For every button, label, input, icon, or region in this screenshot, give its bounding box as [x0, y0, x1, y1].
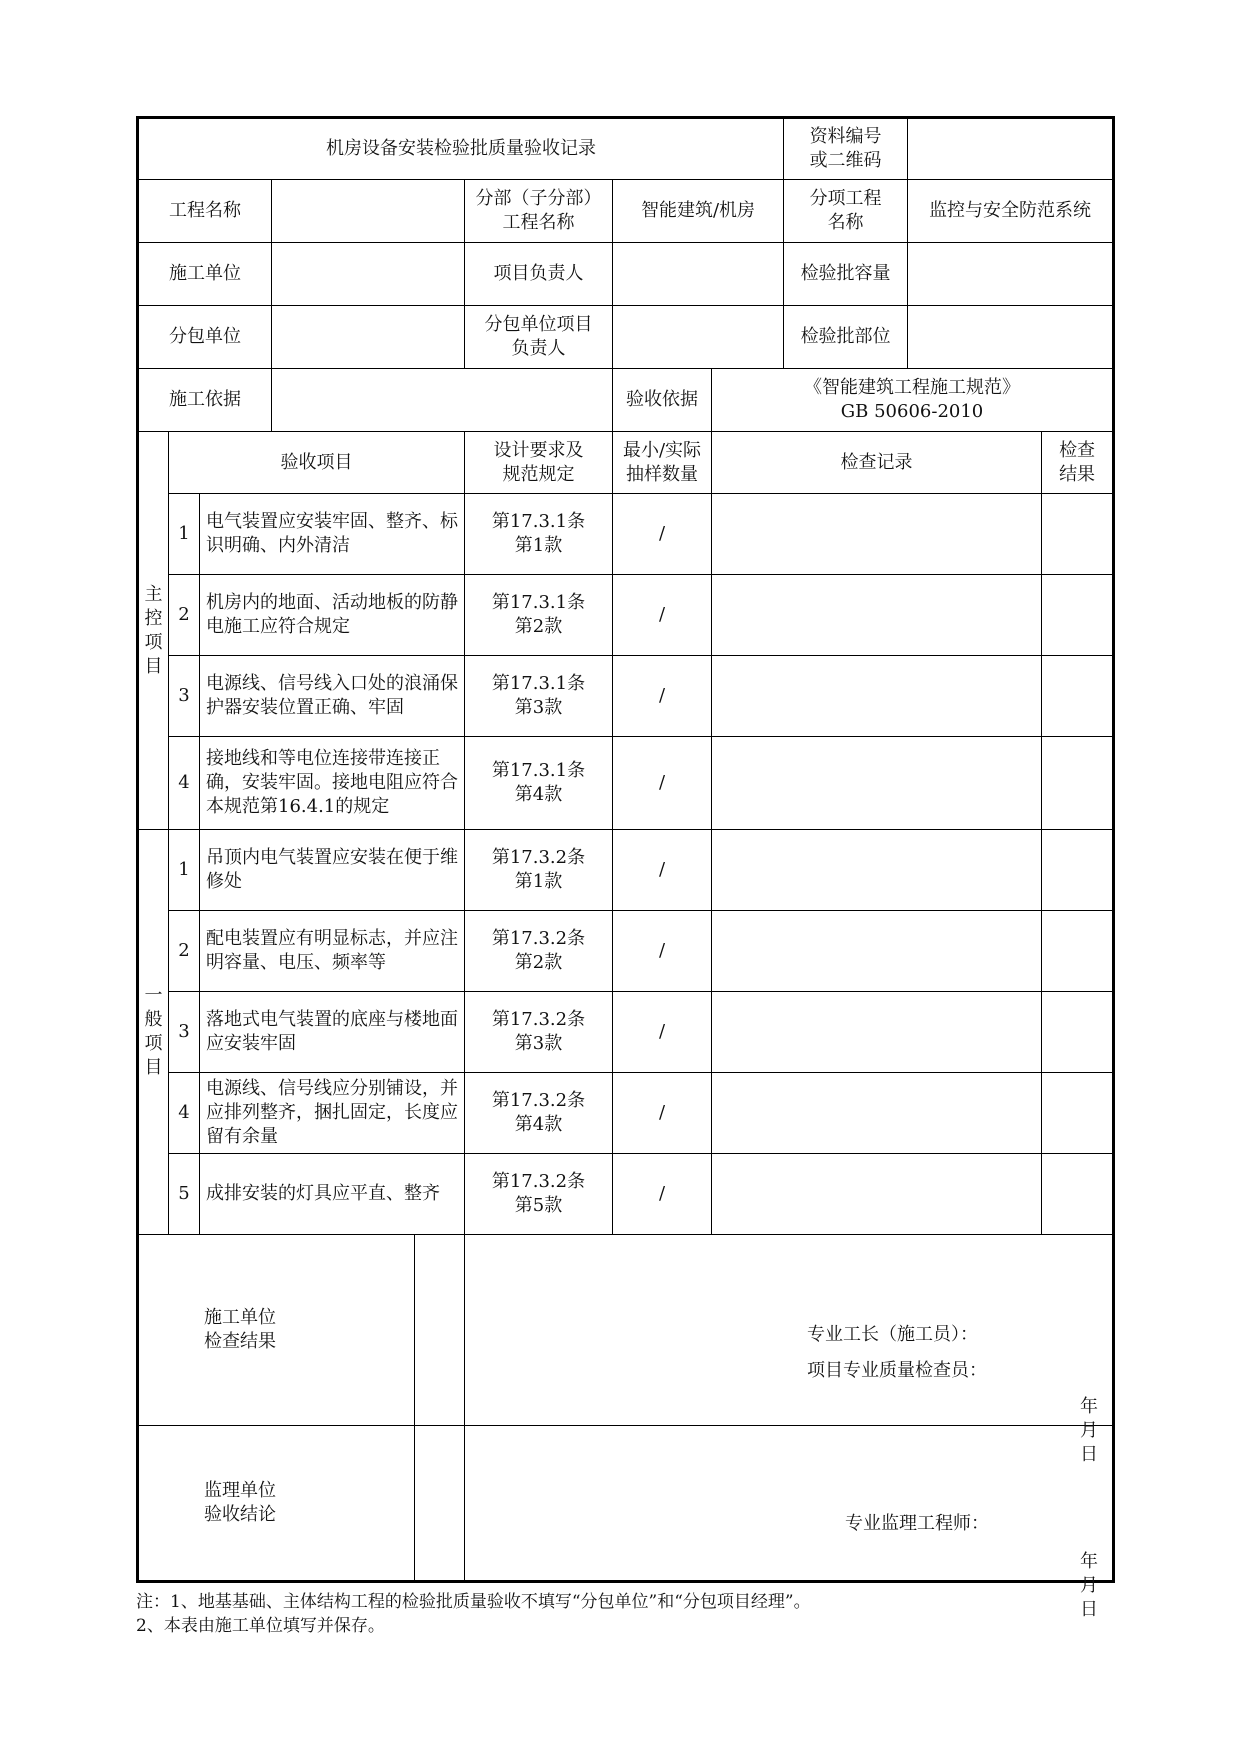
batch-capacity-label: 检验批容量: [784, 243, 908, 306]
item-clause: 第17.3.2条 第5款: [465, 1154, 613, 1235]
item-record[interactable]: [712, 656, 1042, 737]
footnotes: [136, 1590, 811, 1638]
construction-basis-field[interactable]: [272, 369, 613, 431]
item-record[interactable]: [712, 1073, 1042, 1154]
item-number: 2: [169, 575, 200, 656]
item-result[interactable]: [1042, 1073, 1114, 1154]
construction-check-row: [138, 1235, 1114, 1426]
batch-location-label: 检验批部位: [784, 306, 908, 369]
col-record-header: 检查记录: [712, 432, 1042, 494]
subdivision-value[interactable]: 智能建筑/机房: [613, 180, 784, 243]
subcontractor-field[interactable]: [272, 306, 465, 368]
item-result[interactable]: [1042, 575, 1114, 656]
item-record[interactable]: [712, 911, 1042, 992]
item-description: 电源线、信号线入口处的浪涌保护器安装位置正确、牢固: [200, 656, 465, 737]
item-description: 吊顶内电气装置应安装在便于维修处: [200, 830, 465, 911]
item-number: 1: [169, 494, 200, 575]
batch-location-field[interactable]: [908, 306, 1114, 369]
contractor-field[interactable]: [272, 243, 465, 305]
sub-item-label: 分项工程 名称: [784, 180, 908, 243]
item-sample[interactable]: /: [613, 494, 712, 575]
item-clause: 第17.3.1条 第3款: [465, 656, 613, 737]
table-row: [138, 1073, 1114, 1154]
batch-capacity-field[interactable]: [908, 243, 1114, 306]
item-result[interactable]: [1042, 830, 1114, 911]
project-name-label: 工程名称: [139, 180, 272, 242]
item-description: 电气装置应安装牢固、整齐、标识明确、内外清洁: [200, 494, 465, 575]
construction-basis-label: 施工依据: [139, 369, 272, 431]
table-row: [138, 575, 1114, 656]
item-result[interactable]: [1042, 494, 1114, 575]
item-number: 2: [169, 911, 200, 992]
contractor-label: 施工单位: [139, 243, 272, 305]
item-sample[interactable]: /: [613, 656, 712, 737]
item-clause: 第17.3.2条 第2款: [465, 911, 613, 992]
item-description: 接地线和等电位连接带连接正确，安装牢固。接地电阻应符合本规范第16.4.1的规定: [200, 737, 465, 830]
item-number: 4: [169, 1073, 200, 1154]
basis-row: [138, 369, 1114, 432]
item-record[interactable]: [712, 494, 1042, 575]
table-row: [138, 656, 1114, 737]
project-manager-label: 项目负责人: [465, 243, 613, 306]
form-title: 机房设备安装检验批质量验收记录: [138, 118, 784, 180]
supervision-label: 监理单位 验收结论: [139, 1426, 415, 1580]
foreman-signature-label: 专业工长（施工员）：: [807, 1324, 978, 1345]
item-sample[interactable]: /: [613, 911, 712, 992]
item-record[interactable]: [712, 992, 1042, 1073]
item-result[interactable]: [1042, 1154, 1114, 1235]
item-clause: 第17.3.1条 第2款: [465, 575, 613, 656]
item-number: 4: [169, 737, 200, 830]
acceptance-basis-value: 《智能建筑工程施工规范》 GB 50606-2010: [804, 377, 1021, 422]
table-row: [138, 1154, 1114, 1235]
item-sample[interactable]: /: [613, 992, 712, 1073]
item-number: 3: [169, 992, 200, 1073]
item-number: 3: [169, 656, 200, 737]
item-description: 成排安装的灯具应平直、整齐: [200, 1154, 465, 1235]
item-record[interactable]: [712, 1154, 1042, 1235]
acceptance-basis-label: 验收依据: [613, 369, 712, 432]
item-number: 5: [169, 1154, 200, 1235]
item-number: 1: [169, 830, 200, 911]
item-description: 配电装置应有明显标志，并应注明容量、电压、频率等: [200, 911, 465, 992]
construction-date-label: 年 月 日: [1080, 1396, 1117, 1465]
col-result-header: 检查 结果: [1042, 432, 1114, 494]
general-group-label-cell: [138, 830, 169, 1235]
item-sample[interactable]: /: [613, 575, 712, 656]
col-design-header: 设计要求及 规范规定: [465, 432, 613, 494]
main-group-label: 主控项目: [144, 583, 163, 677]
table-row: [138, 992, 1114, 1073]
supervising-engineer-signature-label: 专业监理工程师：: [845, 1513, 989, 1534]
col-item-header: 验收项目: [169, 432, 465, 494]
item-record[interactable]: [712, 737, 1042, 830]
item-record[interactable]: [712, 830, 1042, 911]
record-code-label: 资料编号 或二维码: [784, 118, 908, 180]
table-row: [138, 737, 1114, 830]
subdivision-label: 分部（子分部） 工程名称: [465, 180, 613, 243]
quality-inspector-signature-label: 项目专业质量检查员：: [807, 1360, 987, 1381]
item-result[interactable]: [1042, 737, 1114, 830]
item-description: 落地式电气装置的底座与楼地面应安装牢固: [200, 992, 465, 1073]
table-row: [138, 494, 1114, 575]
item-clause: 第17.3.2条 第4款: [465, 1073, 613, 1154]
item-sample[interactable]: /: [613, 1073, 712, 1154]
general-group-label: 一般项目: [144, 985, 163, 1078]
item-result[interactable]: [1042, 992, 1114, 1073]
table-row: [138, 830, 1114, 911]
item-sample[interactable]: /: [613, 1154, 712, 1235]
subcontractor-row: [138, 306, 1114, 369]
project-name-field[interactable]: [272, 180, 465, 242]
sub-item-value[interactable]: 监控与安全防范系统: [908, 180, 1114, 243]
main-group-label-cell: [138, 432, 169, 830]
item-clause: 第17.3.2条 第3款: [465, 992, 613, 1073]
item-description: 机房内的地面、活动地板的防静电施工应符合规定: [200, 575, 465, 656]
footnote-2: 2、本表由施工单位填写并保存。: [136, 1616, 385, 1636]
item-clause: 第17.3.1条 第1款: [465, 494, 613, 575]
col-sample-header: 最小/实际 抽样数量: [613, 432, 712, 494]
record-code-field[interactable]: [908, 118, 1114, 180]
item-result[interactable]: [1042, 911, 1114, 992]
item-record[interactable]: [712, 575, 1042, 656]
construction-check-label: 施工单位 检查结果: [139, 1235, 415, 1425]
item-result[interactable]: [1042, 656, 1114, 737]
sub-manager-label: 分包单位项目 负责人: [465, 306, 613, 369]
subcontractor-label: 分包单位: [139, 306, 272, 368]
item-sample[interactable]: /: [613, 737, 712, 830]
column-header-row: [138, 432, 1114, 494]
item-clause: 第17.3.2条 第1款: [465, 830, 613, 911]
item-description: 电源线、信号线应分别铺设，并应排列整齐，捆扎固定，长度应留有余量: [200, 1073, 465, 1154]
item-sample[interactable]: /: [613, 830, 712, 911]
item-clause: 第17.3.1条 第4款: [465, 737, 613, 830]
contractor-row: [138, 243, 1114, 306]
construction-check-area[interactable]: [465, 1235, 1117, 1465]
supervision-date-label: 年 月 日: [1080, 1551, 1117, 1620]
footnote-1: 注：1、地基基础、主体结构工程的检验批质量验收不填写“分包单位”和“分包项目经理”。: [136, 1592, 811, 1612]
sub-manager-field[interactable]: [613, 306, 784, 369]
project-manager-field[interactable]: [613, 243, 784, 306]
header-row: [138, 118, 1114, 180]
project-info-row: [138, 180, 1114, 243]
table-row: [138, 911, 1114, 992]
supervision-row: [138, 1426, 1114, 1582]
